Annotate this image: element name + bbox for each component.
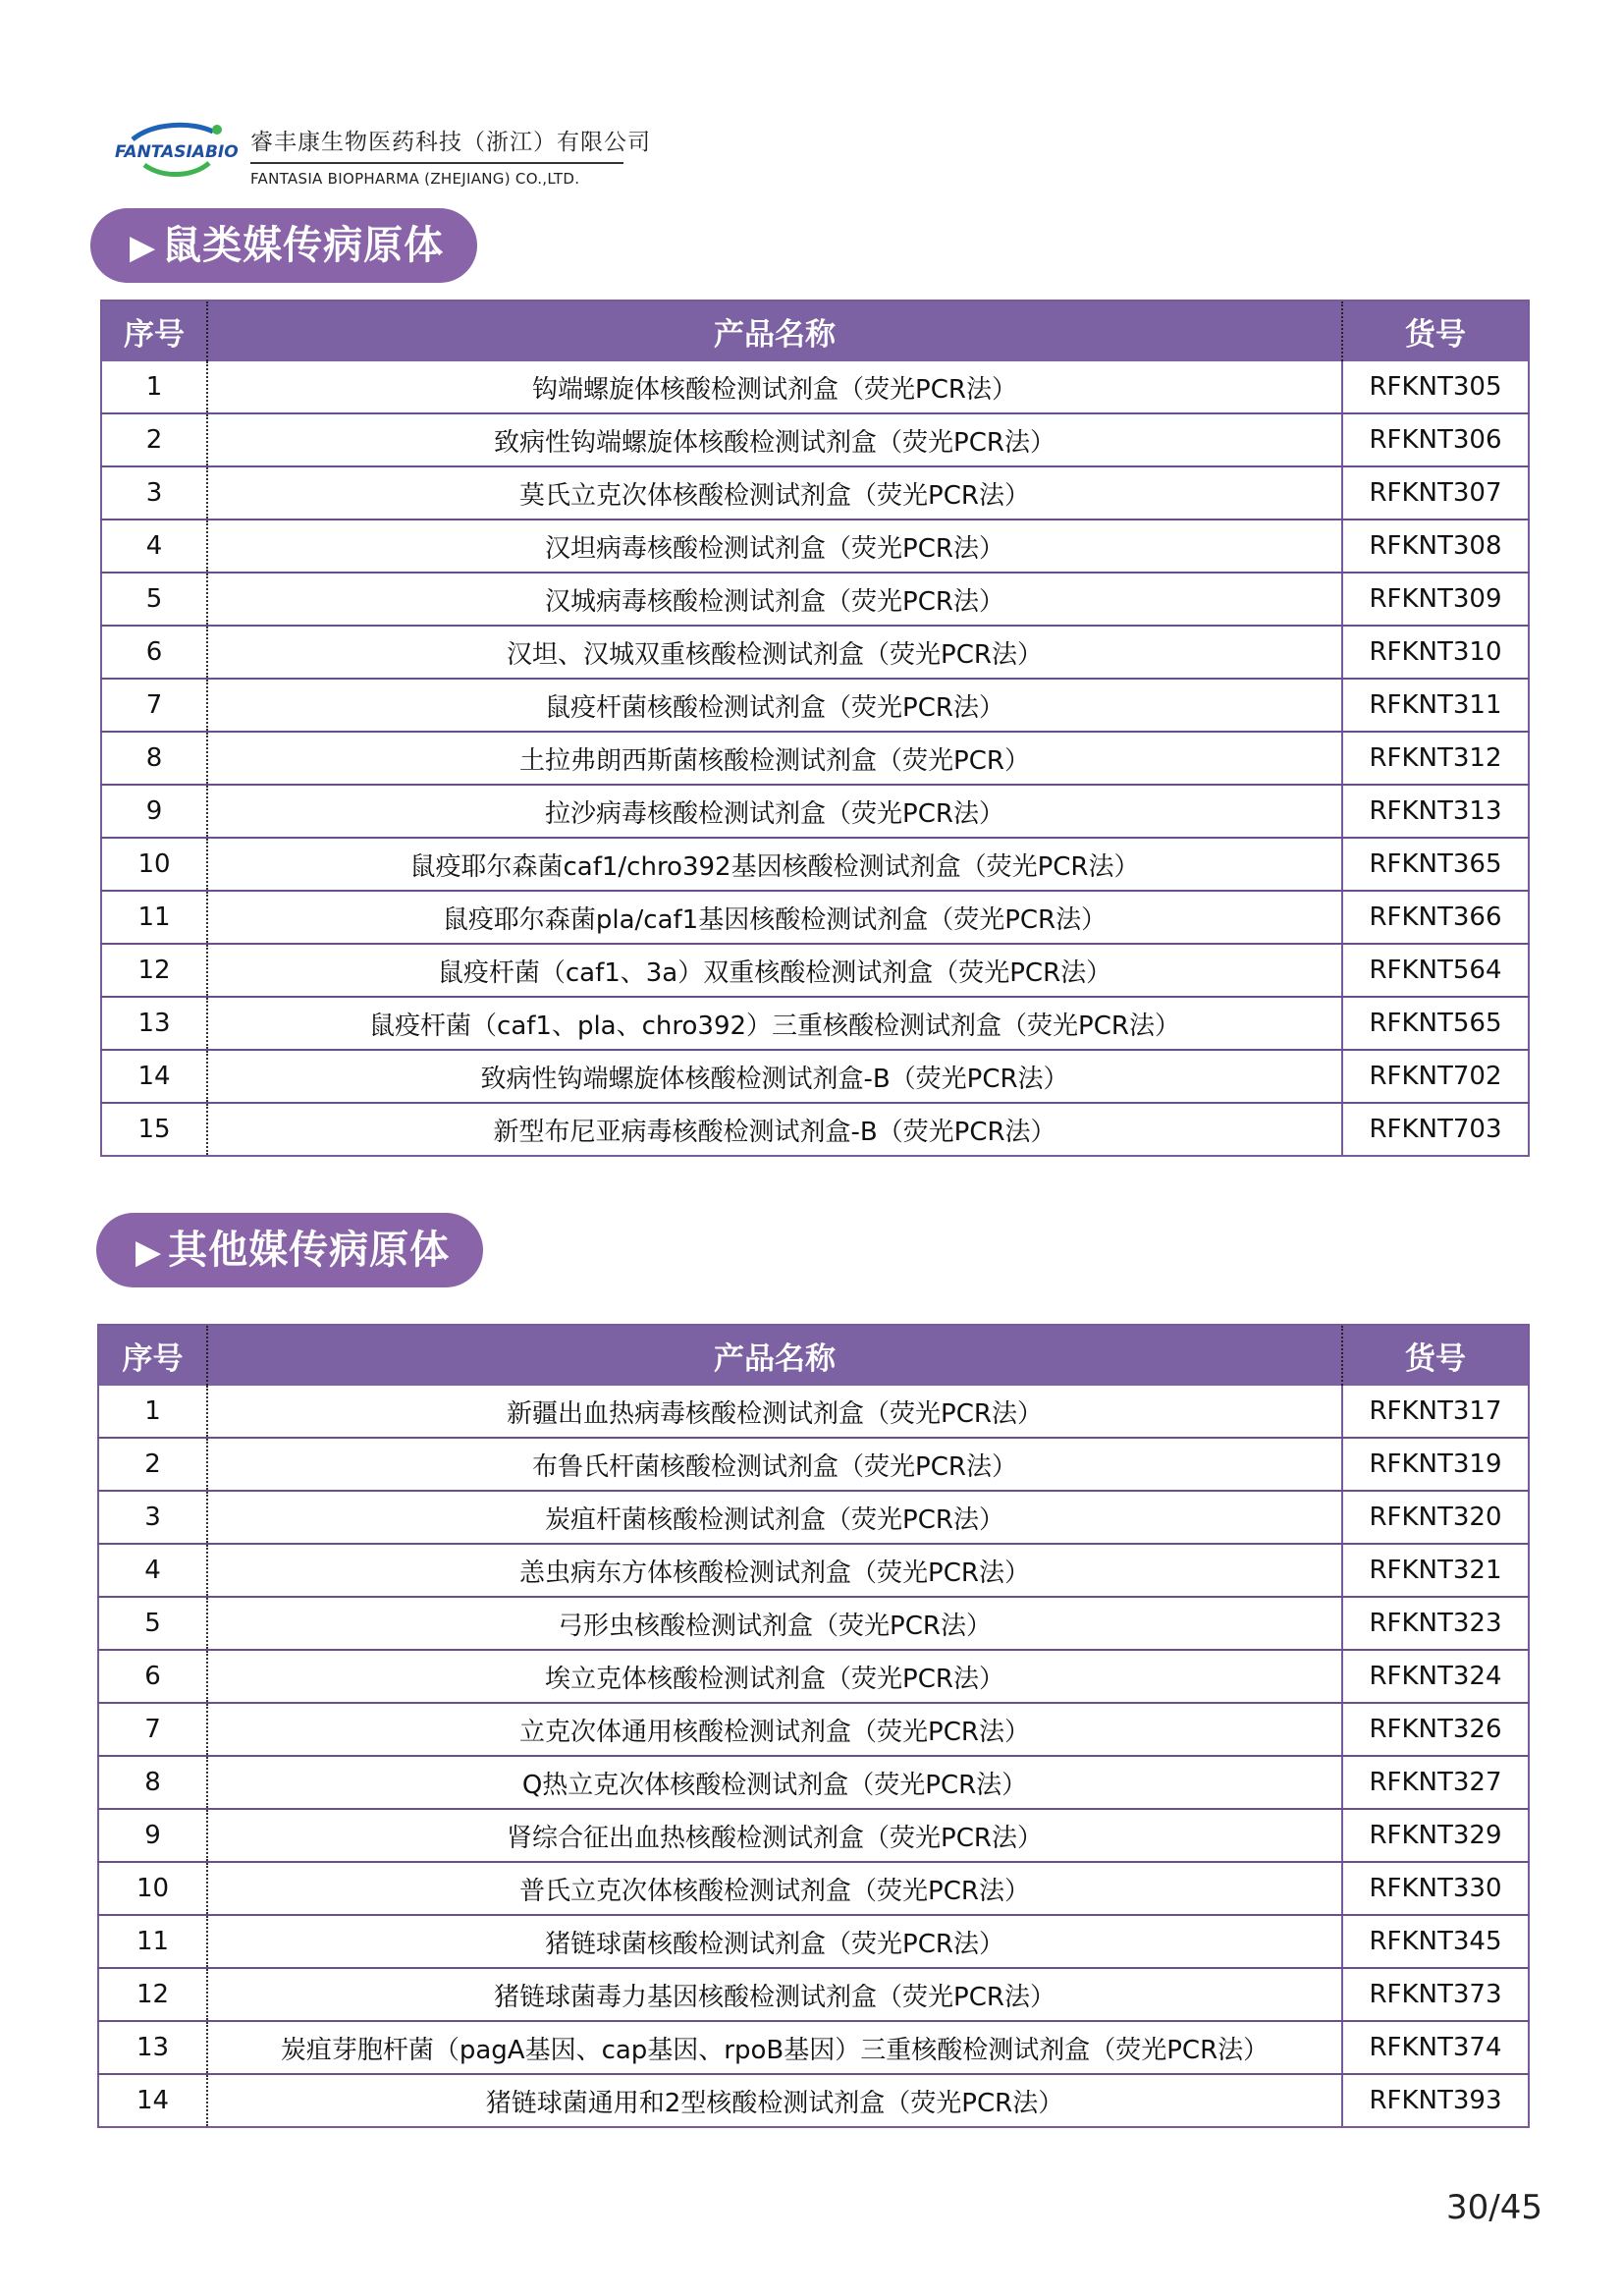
cell-number: 12 [101,944,207,997]
cell-number: 1 [101,361,207,413]
column-header-number: 序号 [98,1325,207,1386]
table-row [101,466,1529,519]
cell-item-code: RFKNT326 [1342,1703,1529,1756]
cell-product-name: 汉坦病毒核酸检测试剂盒（荧光PCR法） [207,519,1342,573]
table-row [101,573,1529,626]
company-name-cn: 睿丰康生物医药科技（浙江）有限公司 [250,130,651,155]
cell-number: 5 [101,573,207,626]
company-name-en: FANTASIA BIOPHARMA (ZHEJIANG) CO.,LTD. [250,170,580,188]
column-header-number: 序号 [101,301,207,361]
cell-item-code: RFKNT323 [1342,1597,1529,1650]
cell-item-code: RFKNT305 [1342,361,1529,413]
column-header-product-name: 产品名称 [207,1325,1342,1386]
cell-product-name: 鼠疫耶尔森菌pla/caf1基因核酸检测试剂盒（荧光PCR法） [207,891,1342,944]
fantasiabio-logo [115,118,243,183]
table-row [101,785,1529,838]
section-title-text: 鼠类媒传病原体 [162,223,445,268]
cell-number: 7 [98,1703,207,1756]
cell-product-name: 立克次体通用核酸检测试剂盒（荧光PCR法） [207,1703,1342,1756]
table-row [98,2074,1529,2127]
play-arrow-icon: ▶ [135,1232,163,1272]
cell-item-code: RFKNT319 [1342,1438,1529,1491]
cell-product-name: 炭疽杆菌核酸检测试剂盒（荧光PCR法） [207,1491,1342,1544]
cell-item-code: RFKNT345 [1342,1915,1529,1968]
cell-item-code: RFKNT374 [1342,2021,1529,2074]
table-row [98,1544,1529,1597]
table-row [98,2021,1529,2074]
cell-number: 4 [98,1544,207,1597]
cell-item-code: RFKNT306 [1342,413,1529,466]
table-row [101,413,1529,466]
cell-product-name: 鼠疫耶尔森菌caf1/chro392基因核酸检测试剂盒（荧光PCR法） [207,838,1342,891]
cell-product-name: 汉坦、汉城双重核酸检测试剂盒（荧光PCR法） [207,626,1342,679]
cell-number: 13 [101,997,207,1050]
cell-number: 11 [101,891,207,944]
cell-product-name: 普氏立克次体核酸检测试剂盒（荧光PCR法） [207,1862,1342,1915]
cell-item-code: RFKNT317 [1342,1386,1529,1438]
product-table-other [97,1324,1530,2128]
table-row [101,997,1529,1050]
cell-item-code: RFKNT565 [1342,997,1529,1050]
cell-product-name: 猪链球菌通用和2型核酸检测试剂盒（荧光PCR法） [207,2074,1342,2127]
table-header-row [101,301,1529,361]
cell-item-code: RFKNT324 [1342,1650,1529,1703]
table-row [98,1386,1529,1438]
cell-product-name: 新疆出血热病毒核酸检测试剂盒（荧光PCR法） [207,1386,1342,1438]
cell-number: 15 [101,1103,207,1156]
table-row [101,519,1529,573]
table-row [98,1915,1529,1968]
cell-number: 5 [98,1597,207,1650]
cell-item-code: RFKNT321 [1342,1544,1529,1597]
section-title-other [96,1213,483,1287]
cell-number: 14 [101,1050,207,1103]
cell-item-code: RFKNT703 [1369,1115,1502,1144]
product-table-rodent [100,300,1530,1157]
table-row [101,679,1529,732]
cell-product-name: 致病性钩端螺旋体核酸检测试剂盒（荧光PCR法） [207,413,1342,466]
cell-item-code: RFKNT309 [1342,573,1529,626]
cell-number: 8 [98,1756,207,1809]
cell-number: 1 [98,1386,207,1438]
cell-product-name: 钩端螺旋体核酸检测试剂盒（荧光PCR法） [207,361,1342,413]
table-row [98,1809,1529,1862]
section-title-text: 其他媒传病原体 [168,1228,451,1273]
column-header-product-name: 产品名称 [207,301,1342,361]
play-arrow-icon: ▶ [130,228,157,267]
cell-product-name: 土拉弗朗西斯菌核酸检测试剂盒（荧光PCR） [207,732,1342,785]
cell-product-name: 汉城病毒核酸检测试剂盒（荧光PCR法） [207,573,1342,626]
cell-product-name: 肾综合征出血热核酸检测试剂盒（荧光PCR法） [207,1809,1342,1862]
cell-item-code: RFKNT312 [1342,732,1529,785]
cell-number: 13 [98,2021,207,2074]
company-header [115,116,651,188]
cell-product-name: 布鲁氏杆菌核酸检测试剂盒（荧光PCR法） [207,1438,1342,1491]
cell-product-name: 猪链球菌核酸检测试剂盒（荧光PCR法） [207,1915,1342,1968]
table-row [101,626,1529,679]
cell-product-name: 弓形虫核酸检测试剂盒（荧光PCR法） [207,1597,1342,1650]
cell-item-code: RFKNT329 [1342,1809,1529,1862]
cell-item-code: RFKNT308 [1342,519,1529,573]
cell-number: 11 [98,1915,207,1968]
table-row [101,1050,1529,1103]
cell-product-name: 莫氏立克次体核酸检测试剂盒（荧光PCR法） [207,466,1342,519]
cell-item-code: RFKNT373 [1342,1968,1529,2021]
cell-item-code: RFKNT313 [1342,785,1529,838]
table-row [98,1862,1529,1915]
cell-number: 12 [98,1968,207,2021]
table-row [98,1703,1529,1756]
cell-product-name: 致病性钩端螺旋体核酸检测试剂盒-B（荧光PCR法） [207,1050,1342,1103]
cell-product-name: 埃立克体核酸检测试剂盒（荧光PCR法） [207,1650,1342,1703]
cell-item-code: RFKNT327 [1342,1756,1529,1809]
table-row [98,1756,1529,1809]
cell-product-name: 炭疽芽胞杆菌（pagA基因、cap基因、rpoB基因）三重核酸检测试剂盒（荧光PCR法） [207,2021,1342,2074]
cell-number: 4 [101,519,207,573]
cell-item-code: RFKNT320 [1342,1491,1529,1544]
header-divider [250,162,623,164]
cell-item-code: RFKNT310 [1342,626,1529,679]
cell-number: 9 [98,1809,207,1862]
svg-text:FANTASIABIO: FANTASIABIO [115,142,239,162]
cell-product-name: 鼠疫杆菌（caf1、3a）双重核酸检测试剂盒（荧光PCR法） [207,944,1342,997]
cell-number: 3 [101,466,207,519]
table-row [98,1491,1529,1544]
cell-number: 10 [101,838,207,891]
section-title-rodent [90,208,477,283]
table-row [98,1650,1529,1703]
table-row [98,1968,1529,2021]
cell-item-code: RFKNT564 [1342,944,1529,997]
cell-product-name: Q热立克次体核酸检测试剂盒（荧光PCR法） [207,1756,1342,1809]
cell-number: 9 [101,785,207,838]
cell-number: 7 [101,679,207,732]
cell-number: 8 [101,732,207,785]
cell-product-name: 拉沙病毒核酸检测试剂盒（荧光PCR法） [207,785,1342,838]
cell-item-code: RFKNT393 [1369,2086,1502,2115]
cell-product-name: 鼠疫杆菌核酸检测试剂盒（荧光PCR法） [207,679,1342,732]
cell-number: 3 [98,1491,207,1544]
page-number: 30/45 [1446,2188,1542,2227]
cell-item-code: RFKNT311 [1342,679,1529,732]
cell-item-code: RFKNT307 [1342,466,1529,519]
table-row [101,732,1529,785]
table-header-row [98,1325,1529,1386]
cell-number: 14 [98,2074,207,2127]
cell-item-code: RFKNT330 [1342,1862,1529,1915]
cell-product-name: 新型布尼亚病毒核酸检测试剂盒-B（荧光PCR法） [207,1103,1342,1156]
column-header-item-code: 货号 [1342,1325,1529,1386]
cell-item-code: RFKNT702 [1342,1050,1529,1103]
cell-number: 10 [98,1862,207,1915]
table-row [101,838,1529,891]
cell-number: 2 [98,1438,207,1491]
table-row [98,1438,1529,1491]
table-row [101,361,1529,413]
cell-product-name: 恙虫病东方体核酸检测试剂盒（荧光PCR法） [207,1544,1342,1597]
cell-product-name: 鼠疫杆菌（caf1、pla、chro392）三重核酸检测试剂盒（荧光PCR法） [207,997,1342,1050]
cell-product-name: 猪链球菌毒力基因核酸检测试剂盒（荧光PCR法） [207,1968,1342,2021]
cell-number: 2 [101,413,207,466]
cell-item-code: RFKNT365 [1342,838,1529,891]
table-row [101,944,1529,997]
column-header-item-code: 货号 [1342,301,1529,361]
cell-item-code: RFKNT366 [1342,891,1529,944]
table-row [98,1597,1529,1650]
company-name-block [250,124,651,188]
table-row [101,891,1529,944]
table-row [101,1103,1529,1156]
cell-number: 6 [101,626,207,679]
cell-number: 6 [98,1650,207,1703]
